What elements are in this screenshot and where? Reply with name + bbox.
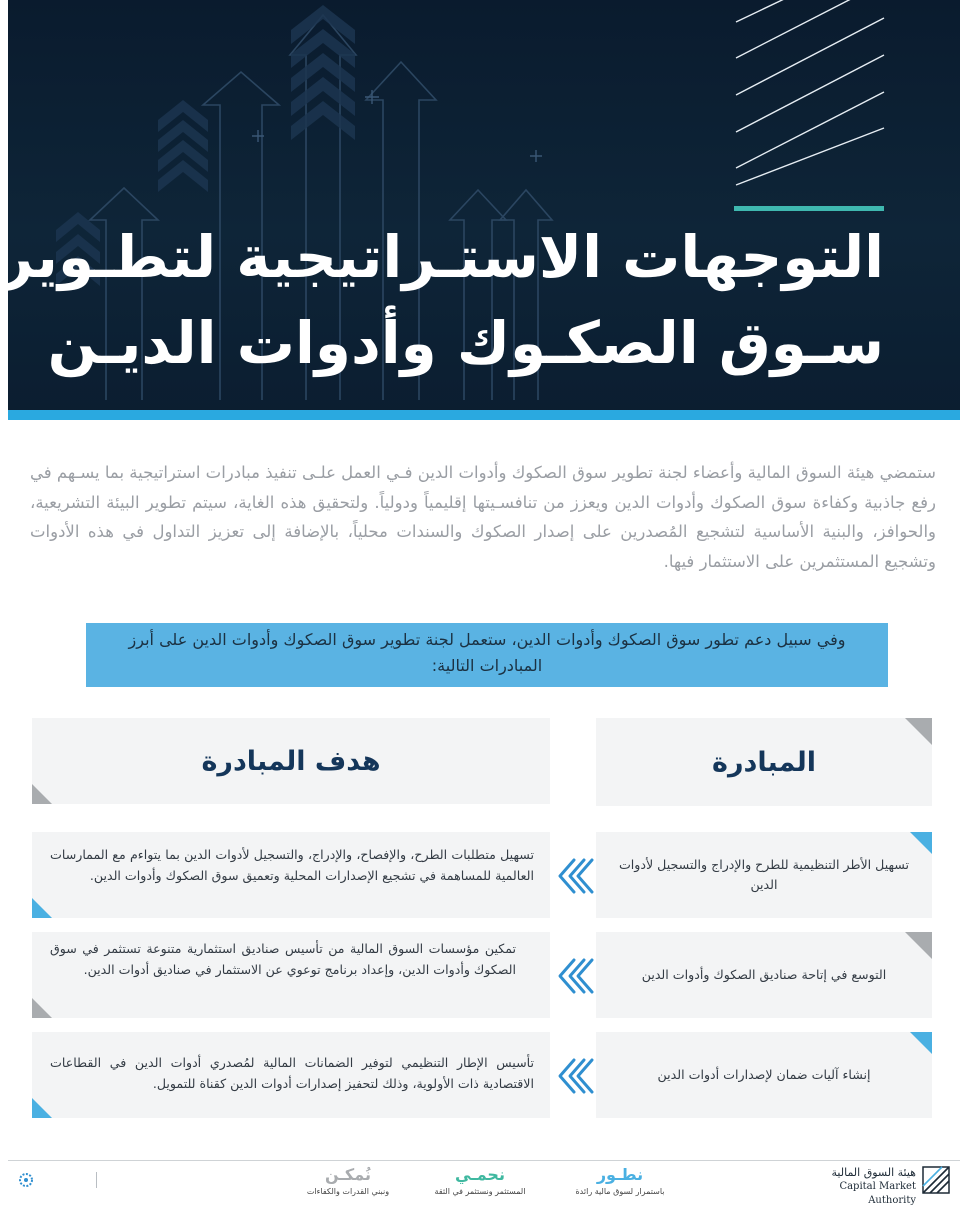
brand-develop-title: نطـور: [596, 1165, 644, 1184]
hero-bottom-bar: [8, 410, 960, 420]
goal-text-1: تسهيل متطلبات الطرح، والإفصاح، والإدراج، والتسجيل لأدوات الدين بما يتواءم مع الممارسات العالمية للمساهمة في تشجيع الإصدارات المحلية وتعميق سوق الصكوك وأدوات الدين.: [50, 847, 534, 883]
double-chevron-left-icon: [554, 956, 594, 996]
brand-develop-subtitle: باستمرار لسوق مالية رائدة: [575, 1187, 665, 1196]
goal-text-2: تمكين مؤسسات السوق المالية من تأسيس صناديق استثمارية متنوعة تستثمر في سوق الصكوك وأدوات الدين، وإعداد برنامج توعوي عن الاستثمار في صناديق أدوات الدين.: [50, 941, 516, 977]
footer-separator: [96, 1172, 97, 1188]
corner-triangle: [32, 784, 52, 804]
header-initiative: المبادرة: [712, 746, 816, 778]
goal-cell-3: [32, 1032, 550, 1118]
initiative-cell-1: [596, 832, 932, 918]
corner-triangle: [32, 998, 52, 1018]
brand-enable-title: نُمكـن: [325, 1165, 371, 1184]
brand-protect-title: نحمـي: [455, 1165, 505, 1184]
initiative-cell-3: [596, 1032, 932, 1118]
initiative-text-1: تسهيل الأطر التنظيمية للطرح والإدراج والتسجيل لأدوات الدين: [618, 857, 910, 892]
cma-logo-icon: [922, 1166, 950, 1194]
corner-triangle: [905, 718, 932, 745]
brand-enable-subtitle: ونبني القدرات والكفاءات: [306, 1187, 390, 1196]
hero-banner: [0, 0, 960, 420]
title-accent-bar: [734, 206, 884, 211]
goal-text-3: تأسيس الإطار التنظيمي لتوفير الضمانات المالية لمُصدري أدوات الدين في القطاعات الاقتصادية ذات الأولوية، وذلك لتحفيز إصدارات أدوات الدين كقناة للتمويل.: [50, 1055, 534, 1091]
corner-triangle: [32, 898, 52, 918]
corner-triangle: [32, 1098, 52, 1118]
cma-name-ar: هيئة السوق المالية: [831, 1166, 916, 1179]
callout-box: وفي سبيل دعم تطور سوق الصكوك وأدوات الدين، ستعمل لجنة تطوير سوق الصكوك وأدوات الدين على أبرز المبادرات التالية:: [86, 623, 888, 687]
goal-cell-2: [32, 932, 550, 1018]
brand-develop: [570, 1166, 670, 1197]
brand-protect: [428, 1166, 532, 1197]
cma-wordmark: [796, 1166, 916, 1208]
double-chevron-left-icon: [554, 1056, 594, 1096]
brand-enable: [298, 1166, 398, 1197]
double-chevron-left-icon: [554, 856, 594, 896]
footer-divider: [8, 1160, 960, 1161]
initiative-text-3: إنشاء آليات ضمان لإصدارات أدوات الدين: [657, 1067, 871, 1082]
page-title-line-2: سـوق الصكـوك وأدوات الديـن: [47, 309, 884, 377]
intro-paragraph: ستمضي هيئة السوق المالية وأعضاء لجنة تطوير سوق الصكوك وأدوات الدين فـي العمل علـى تنفيذ مبادرات استراتيجية بما يسـهم في رفع جاذبية وكفاءة سوق الصكوك وأدوات الدين ويعزز من تنافسـيتها إقليمياً ودولياً. ولتحقيق هذه الغاية، سيتم تطوير البيئة التشريعية، والحوافز، والبنية الأساسية لتشجيع المُصدرين على إصدار الصكوك والسندات محلياً، بالإضافة إلى تعزيز التداول في هذه الأدوات وتشجيع المستثمرين على الاستثمار فيها.: [30, 463, 936, 571]
brand-protect-subtitle: المستثمر ونستثمر في الثقة: [434, 1187, 526, 1196]
header-initiative-cell: [596, 718, 932, 806]
initiative-text-2: التوسع في إتاحة صناديق الصكوك وأدوات الدين: [641, 967, 887, 982]
header-goal-cell: [32, 718, 550, 804]
header-goal: هدف المبادرة: [201, 745, 381, 777]
vision-logo-icon: [18, 1172, 34, 1188]
goal-cell-1: [32, 832, 550, 918]
cma-name-en: Capital Market Authority: [839, 1181, 916, 1206]
initiative-cell-2: [596, 932, 932, 1018]
page-title-line-1: التوجهات الاستـراتيجية لتطـوير: [0, 223, 884, 291]
